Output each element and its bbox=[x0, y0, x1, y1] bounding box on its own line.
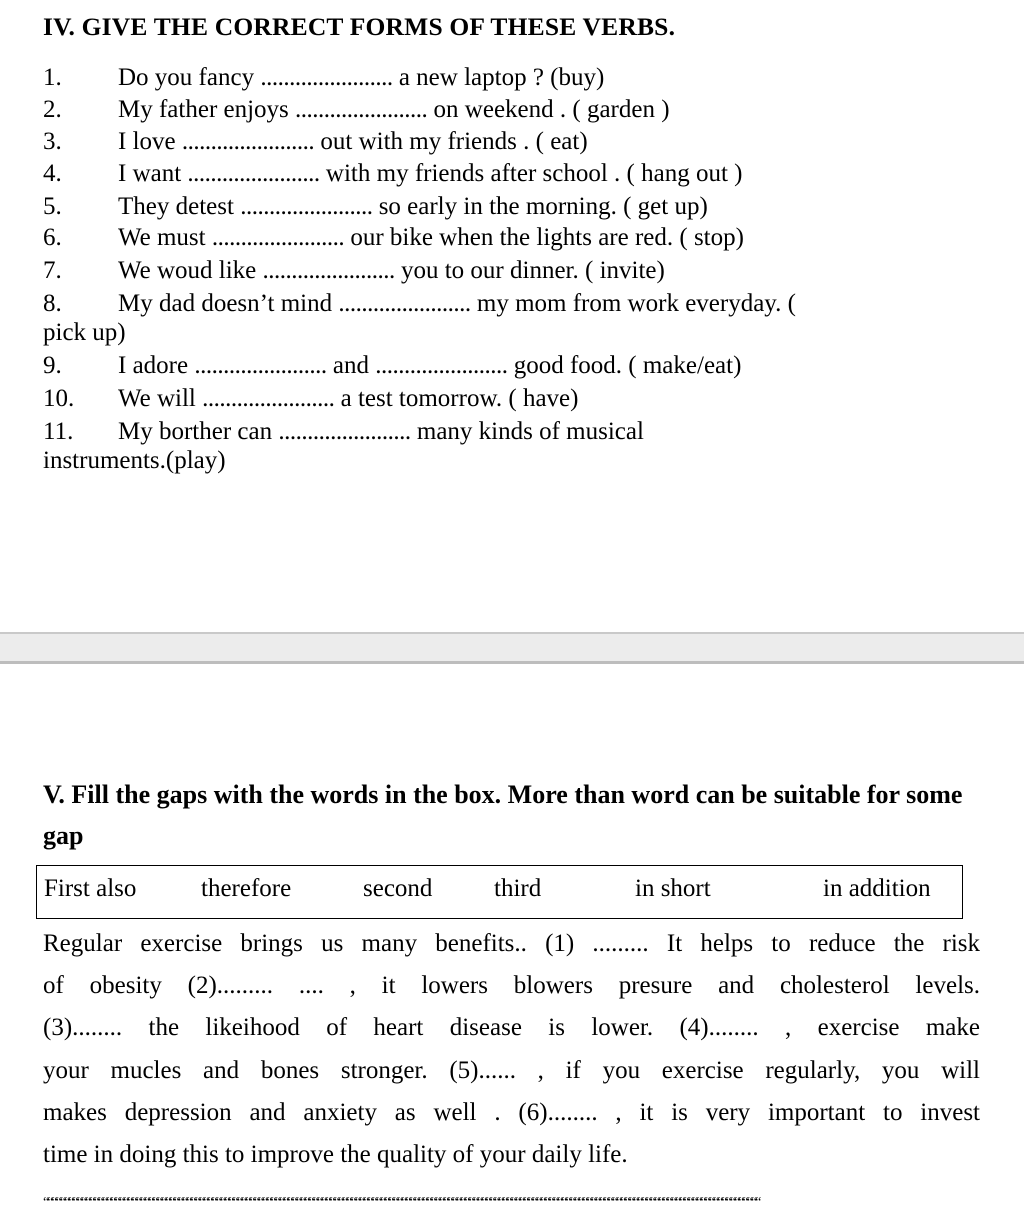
paragraph-line: (3)........ the likeihood of heart disease is lower. (4)........ , exercise make bbox=[43, 1014, 980, 1042]
question-continuation: pick up) bbox=[43, 319, 126, 346]
question-text: Do you fancy ....................... a new laptop ? (buy) bbox=[118, 64, 605, 91]
question-text: I adore ....................... and ....................... good food. ( make/eat) bbox=[118, 352, 742, 379]
answer-blank[interactable]: ....................... bbox=[260, 64, 393, 91]
answer-blank[interactable]: ....................... bbox=[295, 96, 428, 123]
paragraph-line: makes depression and anxiety as well . (6)........ , it is very important to invest bbox=[43, 1098, 980, 1126]
question-text: My borther can ....................... many kinds of musical bbox=[118, 418, 644, 445]
word-box bbox=[36, 865, 963, 919]
bottom-quote-rule: ““““““““““““““““““““““““““““““““““““““““““““““““““““““““““““““““““““““““““““““““““““““““““““““““““““““““““““““““““““““““““““““““““““““““““““““““““““““““““““““““““““““““““ bbox=[43, 1196, 760, 1210]
section-4-title: IV. GIVE THE CORRECT FORMS OF THESE VERBS. bbox=[43, 12, 676, 41]
question-number: 1. bbox=[43, 64, 62, 91]
question-number: 10. bbox=[43, 385, 75, 412]
paragraph-line: Regular exercise brings us many benefits.. (1) ......... It helps to reduce the risk bbox=[43, 930, 980, 957]
question-number: 4. bbox=[43, 160, 62, 187]
word-option: third bbox=[494, 875, 542, 902]
question-continuation: instruments.(play) bbox=[43, 447, 226, 474]
question-number: 5. bbox=[43, 193, 62, 220]
paragraph-line: your mucles and bones stronger. (5)...... , if you exercise regularly, you will bbox=[43, 1056, 980, 1084]
answer-blank[interactable]: ....................... bbox=[262, 257, 395, 284]
answer-blank[interactable]: ....................... bbox=[194, 352, 327, 379]
question-number: 9. bbox=[43, 352, 62, 379]
question-number: 11. bbox=[43, 418, 74, 445]
answer-blank[interactable]: ....................... bbox=[211, 224, 345, 251]
gap-fill-paragraph bbox=[43, 923, 980, 1176]
answer-blank[interactable]: ....................... bbox=[240, 193, 373, 220]
question-text: We must ....................... our bike when the lights are red. ( stop) bbox=[118, 224, 744, 251]
question-number: 3. bbox=[43, 128, 62, 155]
paragraph-line: time in doing this to improve the quality of your daily life. bbox=[43, 1141, 628, 1169]
answer-blank[interactable]: ....................... bbox=[202, 385, 335, 412]
word-option: in short bbox=[635, 875, 711, 902]
question-text: We woud like ....................... you to our dinner. ( invite) bbox=[118, 257, 665, 284]
answer-blank[interactable]: ....................... bbox=[181, 128, 315, 155]
answer-blank[interactable]: ....................... bbox=[338, 290, 471, 317]
question-number: 7. bbox=[43, 257, 62, 284]
answer-blank-2[interactable]: ....................... bbox=[375, 352, 508, 379]
question-text: I want ....................... with my friends after school . ( hang out ) bbox=[118, 160, 743, 187]
question-text: My dad doesn’t mind ....................... my mom from work everyday. ( bbox=[118, 290, 797, 317]
section-5-title: V. Fill the gaps with the words in the box. More than word can be suitable for some gap bbox=[43, 780, 963, 850]
question-text: We will ....................... a test tomorrow. ( have) bbox=[118, 385, 579, 412]
word-option: second bbox=[363, 875, 433, 902]
answer-blank[interactable]: ....................... bbox=[187, 160, 320, 187]
question-text: They detest ....................... so early in the morning. ( get up) bbox=[118, 193, 708, 220]
paragraph-line: of obesity (2)......... .... , it lowers blowers presure and cholesterol levels. bbox=[43, 972, 980, 1000]
answer-blank[interactable]: ....................... bbox=[278, 418, 411, 445]
question-text: I love ....................... out with my friends . ( eat) bbox=[118, 128, 588, 155]
word-option: First also bbox=[44, 875, 137, 902]
page-break-divider bbox=[0, 632, 1024, 664]
word-option: in addition bbox=[823, 875, 931, 902]
word-option: therefore bbox=[201, 875, 292, 902]
question-number: 8. bbox=[43, 290, 62, 317]
question-number: 2. bbox=[43, 96, 62, 123]
question-text: My father enjoys ....................... on weekend . ( garden ) bbox=[118, 96, 670, 123]
question-number: 6. bbox=[43, 224, 62, 251]
